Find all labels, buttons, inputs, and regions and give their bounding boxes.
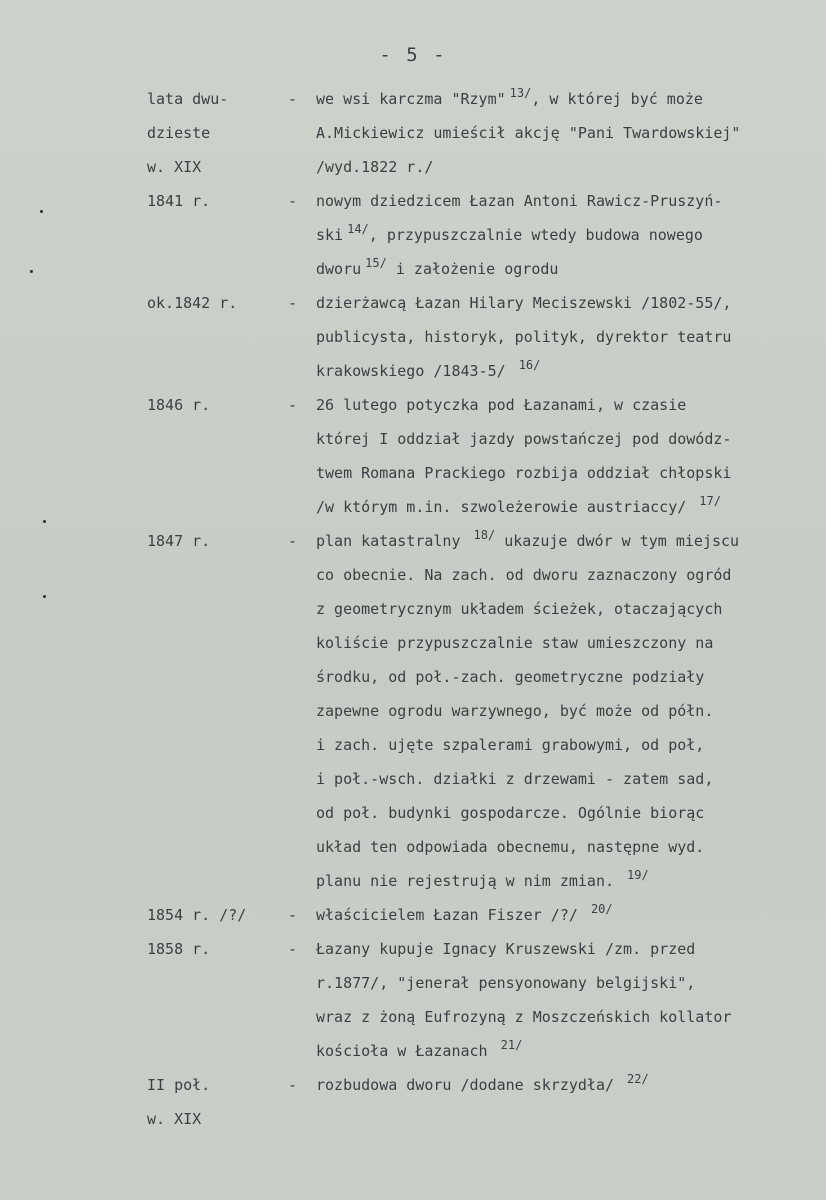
page-number: - 5 - <box>379 44 447 66</box>
entry-text-line <box>316 660 816 694</box>
margin-mark <box>43 520 46 523</box>
entry-dash: - <box>288 396 298 414</box>
line-text: dzierżawcą Łazan Hilary Meciszewski /1802-55/, <box>316 294 732 312</box>
line-text-after-footnote: , w której być może <box>531 90 703 108</box>
entry-text <box>316 524 816 898</box>
entry-text-line <box>316 830 816 864</box>
line-text: twem Romana Prackiego rozbija oddział chłopski <box>316 464 732 482</box>
entry-text <box>316 184 816 286</box>
line-text: kościoła w Łazanach <box>316 1042 497 1060</box>
entry-date-line: II poł. <box>147 1076 211 1094</box>
entry-date-line: 1841 r. <box>147 192 211 210</box>
line-text: rozbudowa dworu /dodane skrzydła/ <box>316 1076 624 1094</box>
line-text: krakowskiego /1843-5/ <box>316 362 515 380</box>
entry-text-line <box>316 1034 816 1068</box>
line-text: i poł.-wsch. działki z drzewami - zatem sad, <box>316 770 714 788</box>
line-text: koliście przypuszczalnie staw umieszczony na <box>316 634 714 652</box>
line-text: zapewne ogrodu warzywnego, być może od półn. <box>316 702 714 720</box>
entry-dash: - <box>288 192 298 210</box>
line-text: wraz z żoną Eufrozyną z Moszczeńskich kollator <box>316 1008 732 1026</box>
entry-text <box>316 286 816 388</box>
line-text: środku, od poł.-zach. geometryczne podziały <box>316 668 705 686</box>
line-text: /wyd.1822 r./ <box>316 158 434 176</box>
entry-date <box>147 932 282 966</box>
entry-text-line <box>316 796 816 830</box>
entry-text <box>316 898 816 932</box>
entry-date-line: 1854 r. /?/ <box>147 906 247 924</box>
line-text: 26 lutego potyczka pod Łazanami, w czasie <box>316 396 687 414</box>
entry-text-line <box>316 422 816 456</box>
entry-dash: - <box>288 940 298 958</box>
entry-date-line: ok.1842 r. <box>147 294 238 312</box>
entry-dash: - <box>288 906 298 924</box>
footnote-ref: 16/ <box>518 358 541 372</box>
entry-text-line <box>316 252 816 286</box>
entry-text-line <box>316 966 816 1000</box>
entry-text <box>316 1068 816 1102</box>
entry-date <box>147 82 282 184</box>
entry-text-line <box>316 728 816 762</box>
margin-mark <box>43 595 46 598</box>
line-text-after-footnote: i założenie ogrodu <box>386 260 559 278</box>
line-text: od poł. budynki gospodarcze. Ogólnie biorąc <box>316 804 705 822</box>
line-text: publicysta, historyk, polityk, dyrektor teatru <box>316 328 732 346</box>
line-text: plan katastralny <box>316 532 470 550</box>
entry-date <box>147 184 282 218</box>
entry-text-line <box>316 592 816 626</box>
entry-text-line <box>316 694 816 728</box>
entry-text-line <box>316 932 816 966</box>
footnote-ref: 19/ <box>627 868 649 882</box>
footnote-ref: 13/ <box>509 86 532 100</box>
entry-text-line <box>316 286 816 320</box>
line-text: nowym dziedzicem Łazan Antoni Rawicz-Pruszyń- <box>316 192 723 210</box>
entry-text-line <box>316 626 816 660</box>
entry-text-line <box>316 354 816 388</box>
line-text: ski <box>316 226 344 244</box>
entry-text-line <box>316 898 816 932</box>
footnote-ref: 17/ <box>699 494 721 508</box>
entry-text-line <box>316 218 816 252</box>
entry-text-line <box>316 1000 816 1034</box>
line-text-after-footnote: ukazuje dwór w tym miejscu <box>495 532 740 550</box>
line-text: co obecnie. Na zach. od dworu zaznaczony ogród <box>316 566 732 584</box>
entry-date-line: w. XIX <box>147 1110 202 1128</box>
entry-date <box>147 1068 282 1136</box>
footnote-ref: 21/ <box>500 1038 523 1052</box>
entry-text-line <box>316 456 816 490</box>
entry-dash: - <box>288 532 298 550</box>
entry-date <box>147 286 282 320</box>
margin-mark <box>30 270 33 273</box>
entry-dash: - <box>288 294 298 312</box>
line-text: we wsi karczma "Rzym" <box>316 90 506 108</box>
footnote-ref: 18/ <box>473 528 496 542</box>
entry-date <box>147 524 282 558</box>
entry-text-line <box>316 388 816 422</box>
entry-date-line: 1846 r. <box>147 396 211 414</box>
entry-text-line <box>316 490 816 524</box>
entry-text-line <box>316 82 816 116</box>
line-text: planu nie rejestrują w nim zmian. <box>316 872 624 890</box>
entry-text-line <box>316 864 816 898</box>
line-text: i zach. ujęte szpalerami grabowymi, od poł, <box>316 736 705 754</box>
line-text: r.1877/, "jenerał pensyonowany belgijski", <box>316 974 696 992</box>
entry-text <box>316 82 816 184</box>
entry-text-line <box>316 558 816 592</box>
entry-text-line <box>316 762 816 796</box>
entry-text-line <box>316 320 816 354</box>
entry-date <box>147 898 282 932</box>
entry-date-line: lata dwu- <box>147 90 229 108</box>
entry-dash: - <box>288 90 298 108</box>
margin-mark <box>40 210 43 213</box>
entry-text <box>316 388 816 524</box>
footnote-ref: 15/ <box>365 256 387 270</box>
entry-date-line: 1858 r. <box>147 940 211 958</box>
entry-dash: - <box>288 1076 298 1094</box>
entry-text-line <box>316 184 816 218</box>
line-text: dworu <box>316 260 362 278</box>
line-text-after-footnote: , przypuszczalnie wtedy budowa nowego <box>368 226 703 244</box>
entry-text-line <box>316 116 816 150</box>
entry-text-line <box>316 1068 816 1102</box>
footnote-ref: 14/ <box>347 222 369 236</box>
line-text: /w którym m.in. szwoleżerowie austriaccy/ <box>316 498 696 516</box>
line-text: układ ten odpowiada obecnemu, następne wyd. <box>316 838 705 856</box>
footnote-ref: 20/ <box>590 902 613 916</box>
line-text: właścicielem Łazan Fiszer /?/ <box>316 906 587 924</box>
line-text: Łazany kupuje Ignacy Kruszewski /zm. przed <box>316 940 696 958</box>
entry-text <box>316 932 816 1068</box>
entry-date-line: w. XIX <box>147 158 202 176</box>
entry-text-line <box>316 150 816 184</box>
footnote-ref: 22/ <box>627 1072 649 1086</box>
entry-text-line <box>316 524 816 558</box>
entry-date <box>147 388 282 422</box>
line-text: z geometrycznym układem ścieżek, otaczających <box>316 600 723 618</box>
line-text: A.Mickiewicz umieścił akcję "Pani Twardowskiej" <box>316 124 741 142</box>
entry-date-line: 1847 r. <box>147 532 211 550</box>
line-text: której I oddział jazdy powstańczej pod dowódz- <box>316 430 732 448</box>
entry-date-line: dzieste <box>147 124 211 142</box>
